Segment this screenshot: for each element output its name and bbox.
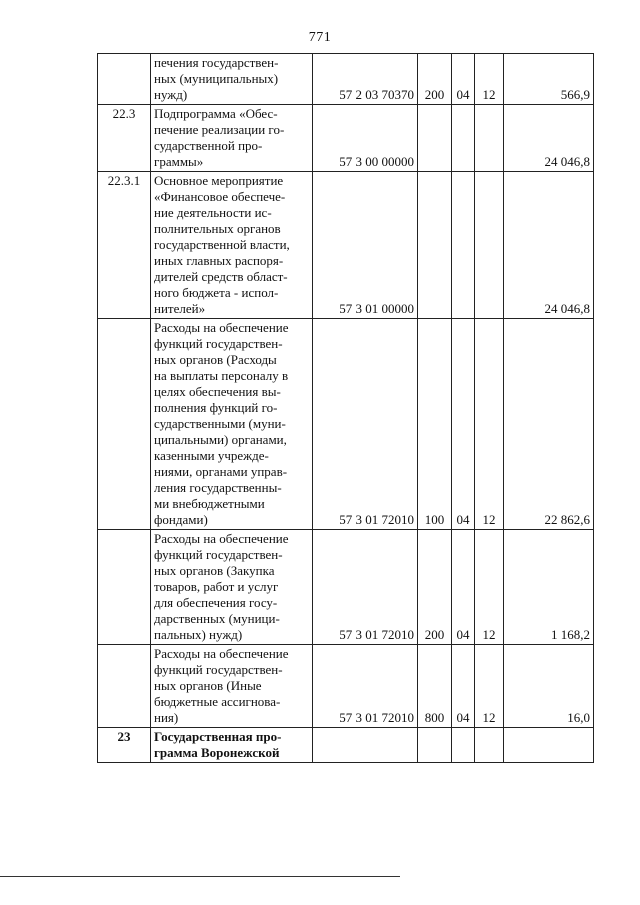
subsection-code: 12 xyxy=(475,645,504,728)
section-code: 04 xyxy=(452,530,475,645)
table-row xyxy=(98,105,594,172)
row-number xyxy=(98,530,151,645)
expense-type-code xyxy=(418,728,452,763)
section-code xyxy=(452,172,475,319)
subsection-code: 12 xyxy=(475,530,504,645)
table-row xyxy=(98,319,594,530)
expense-type-code xyxy=(418,172,452,319)
section-code: 04 xyxy=(452,54,475,105)
table-row xyxy=(98,54,594,105)
row-name: печения государствен- ных (муниципальных) нужд) xyxy=(151,54,313,105)
expense-type-code: 800 xyxy=(418,645,452,728)
subsection-code xyxy=(475,172,504,319)
row-name: Подпрограмма «Обес- печение реализации го- сударственной про- граммы» xyxy=(151,105,313,172)
target-article-code: 57 3 01 72010 xyxy=(313,645,418,728)
amount-value xyxy=(504,728,594,763)
row-number xyxy=(98,319,151,530)
row-name: Расходы на обеспечение функций государствен- ных органов (Расходы на выплаты персоналу в целях обеспечения вы- полнения функций го- сударственными (муни- ципальными) органами, казенными учрежде- ниями, органами управ- ления государственны- ми внебюджетными фондами) xyxy=(151,319,313,530)
section-code xyxy=(452,105,475,172)
amount-value: 22 862,6 xyxy=(504,319,594,530)
expense-type-code xyxy=(418,105,452,172)
target-article-code: 57 3 01 00000 xyxy=(313,172,418,319)
row-number: 22.3.1 xyxy=(98,172,151,319)
table-row xyxy=(98,172,594,319)
page-number: 771 xyxy=(308,30,332,45)
table-row xyxy=(98,530,594,645)
budget-table xyxy=(97,53,594,763)
section-code: 04 xyxy=(452,645,475,728)
section-code: 04 xyxy=(452,319,475,530)
row-number: 23 xyxy=(98,728,151,763)
footnote-rule xyxy=(0,876,400,877)
target-article-code: 57 3 01 72010 xyxy=(313,530,418,645)
amount-value: 1 168,2 xyxy=(504,530,594,645)
amount-value: 24 046,8 xyxy=(504,172,594,319)
subsection-code xyxy=(475,728,504,763)
amount-value: 24 046,8 xyxy=(504,105,594,172)
target-article-code xyxy=(313,728,418,763)
subsection-code xyxy=(475,105,504,172)
row-name: Расходы на обеспечение функций государствен- ных органов (Иные бюджетные ассигнова- ния) xyxy=(151,645,313,728)
table-row xyxy=(98,728,594,763)
expense-type-code: 100 xyxy=(418,319,452,530)
section-code xyxy=(452,728,475,763)
amount-value: 566,9 xyxy=(504,54,594,105)
subsection-code: 12 xyxy=(475,54,504,105)
row-name: Основное мероприятие «Финансовое обеспече- ние деятельности ис- полнительных органов государственной власти, иных главных распоря- дителей средств област- ного бюджета - испол- нителей» xyxy=(151,172,313,319)
target-article-code: 57 3 00 00000 xyxy=(313,105,418,172)
row-name: Государственная про- грамма Воронежской xyxy=(151,728,313,763)
row-number xyxy=(98,54,151,105)
expense-type-code: 200 xyxy=(418,530,452,645)
row-number xyxy=(98,645,151,728)
target-article-code: 57 2 03 70370 xyxy=(313,54,418,105)
table-row xyxy=(98,645,594,728)
target-article-code: 57 3 01 72010 xyxy=(313,319,418,530)
amount-value: 16,0 xyxy=(504,645,594,728)
row-name: Расходы на обеспечение функций государствен- ных органов (Закупка товаров, работ и услуг для обеспечения госу- дарственных (муници- пальных) нужд) xyxy=(151,530,313,645)
row-number: 22.3 xyxy=(98,105,151,172)
subsection-code: 12 xyxy=(475,319,504,530)
expense-type-code: 200 xyxy=(418,54,452,105)
